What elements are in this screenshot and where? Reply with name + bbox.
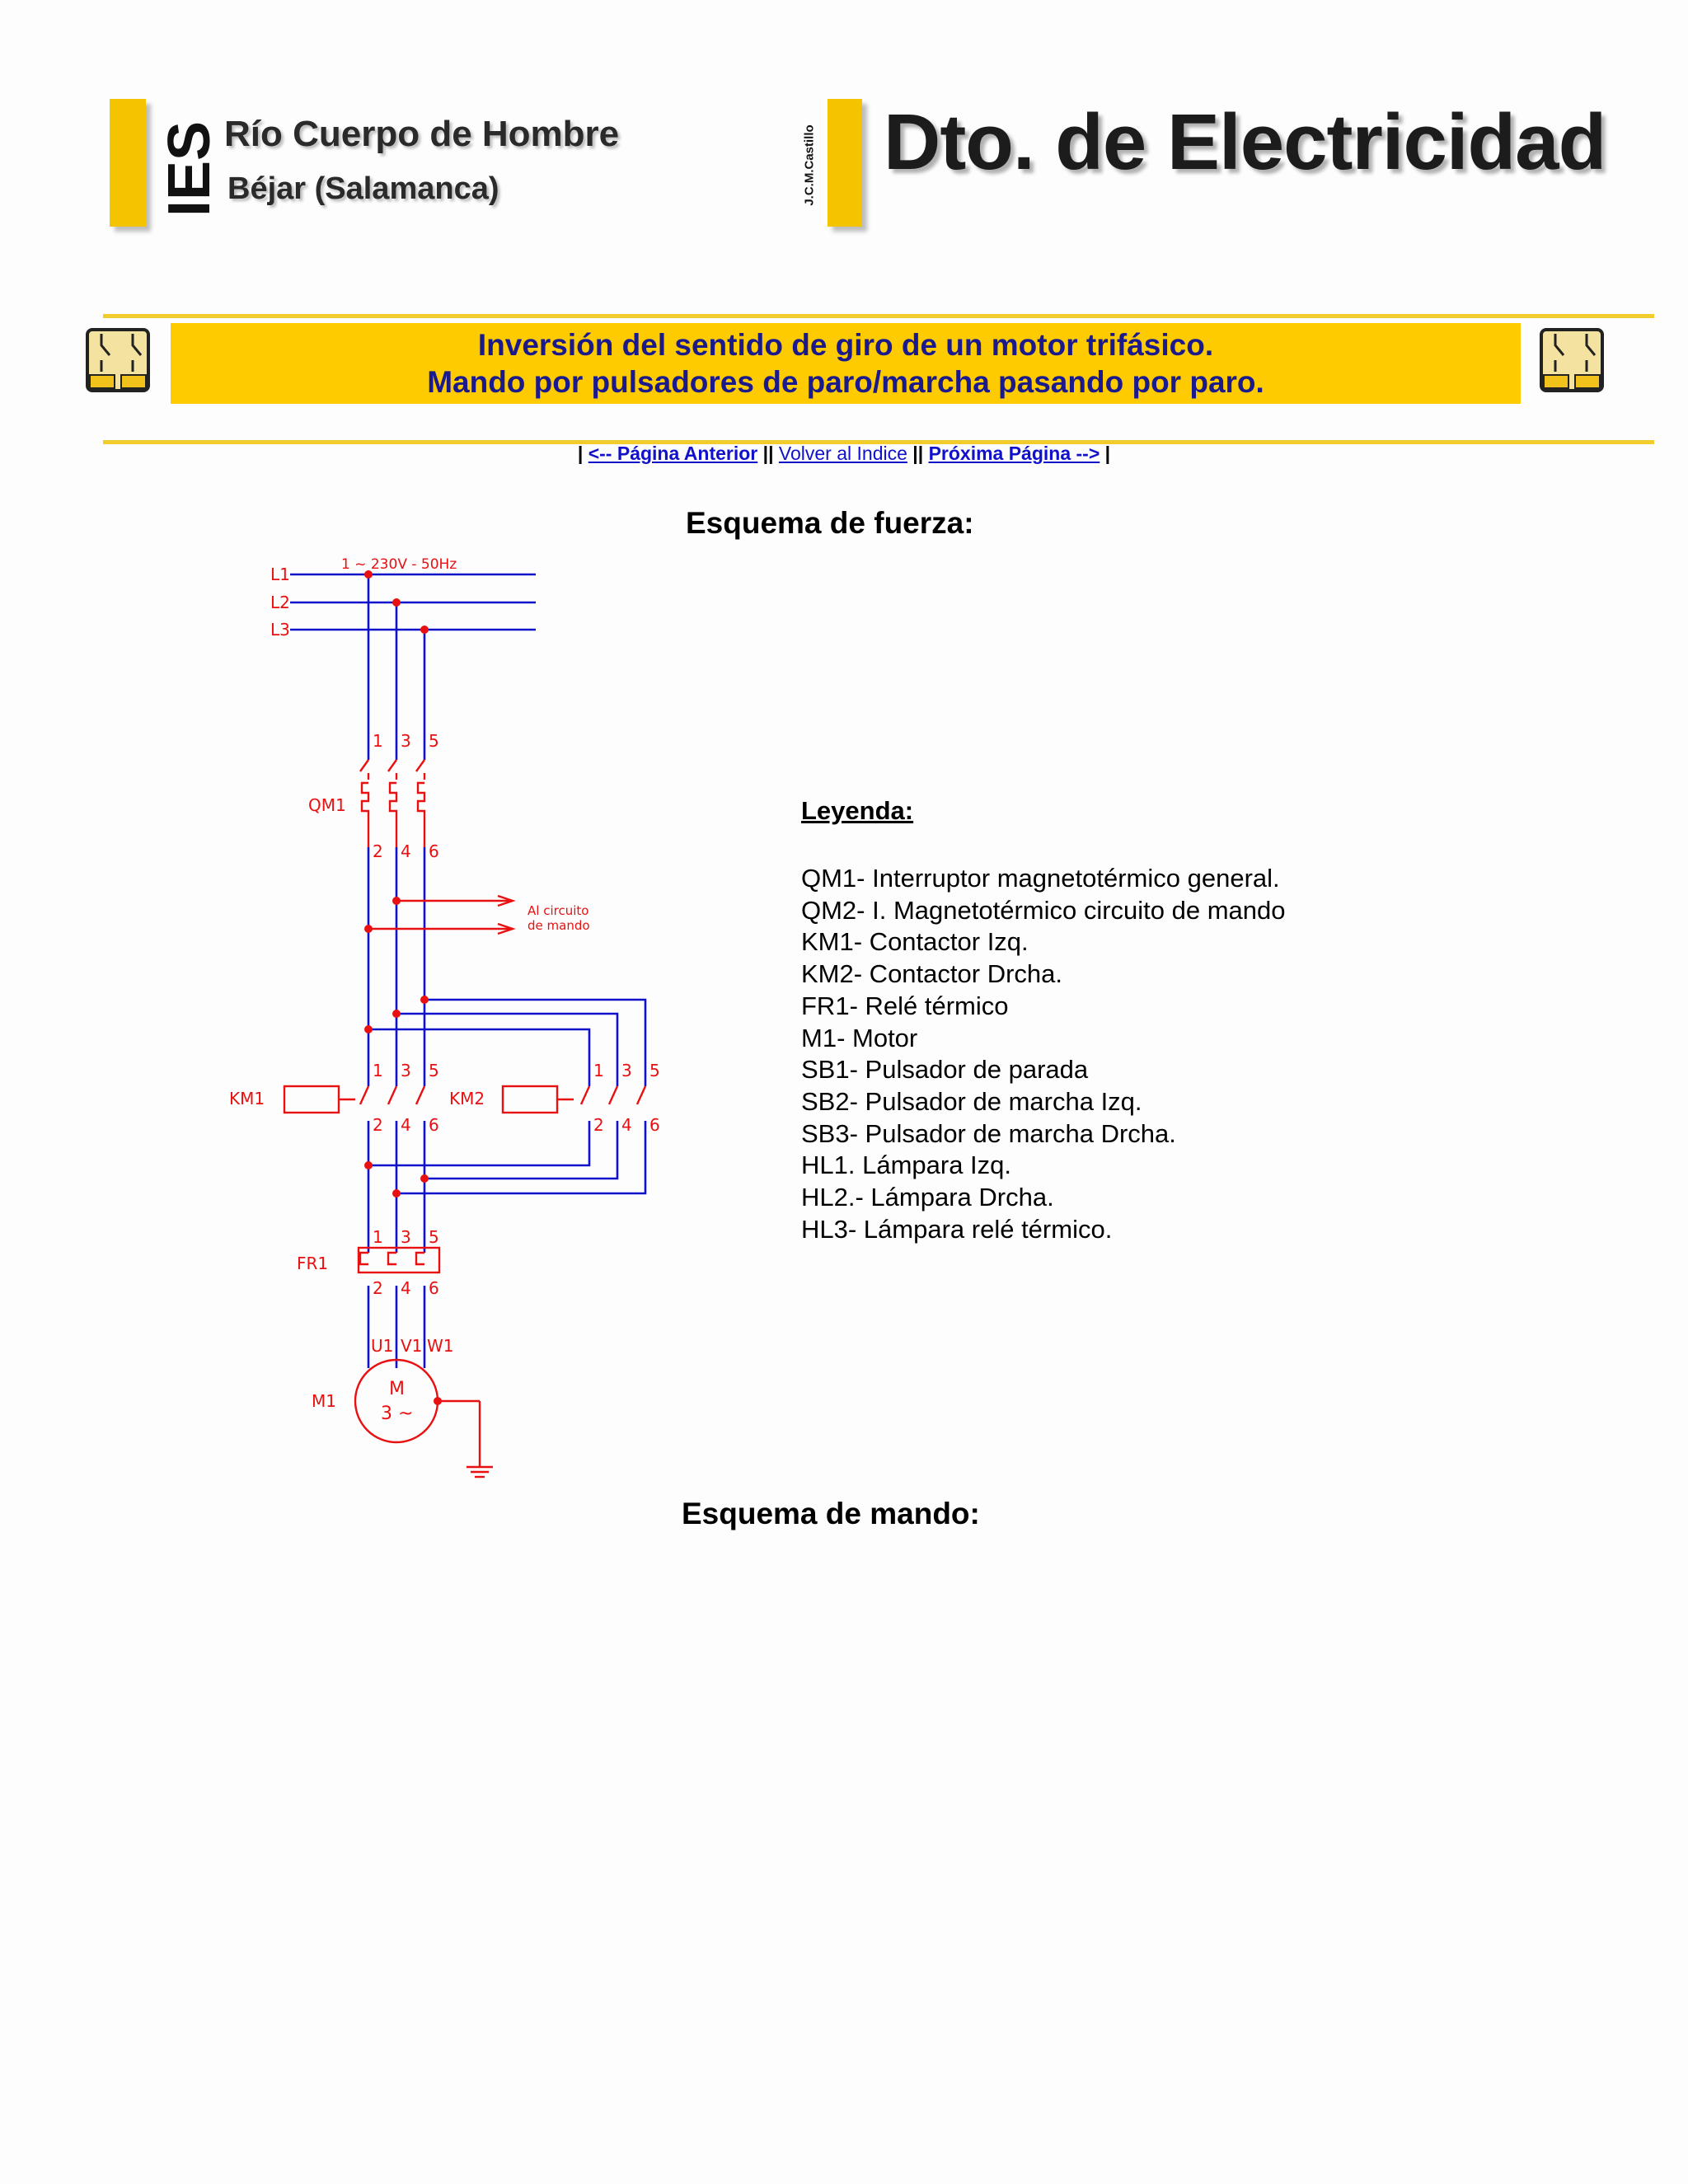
page-title [171,323,1521,404]
qm1-label: QM1 [308,795,346,815]
department-name: Dto. de Electricidad [884,98,1606,186]
km1-terminal-6: 6 [429,1115,439,1135]
qm1-terminal-4: 4 [401,841,411,861]
motor-symbol-m: M [389,1379,405,1399]
fr1-terminal-6: 6 [429,1278,439,1298]
qm1-terminal-3: 3 [401,731,411,751]
legend-item: FR1- Relé térmico [801,991,1009,1020]
line-label-l1: L1 [270,565,290,584]
department-logo-bar [828,99,862,227]
qm1-terminal-2: 2 [373,841,383,861]
fr1-terminal-3: 3 [401,1227,411,1247]
legend-title: Leyenda: [801,796,914,825]
legend-item: M1- Motor [801,1023,918,1052]
km1-label: KM1 [229,1089,265,1108]
qm1-terminal-5: 5 [429,731,439,751]
line-label-l2: L2 [270,593,290,612]
next-page-link[interactable]: Próxima Página --> [928,443,1100,464]
legend-item: HL2.- Lámpara Drcha. [801,1183,1054,1212]
legend-item: HL3- Lámpara relé térmico. [801,1214,1113,1244]
to-control-label-1: Al circuito [528,903,589,918]
legend-item: SB3- Pulsador de marcha Drcha. [801,1118,1176,1148]
to-control-label-2: de mando [528,918,590,933]
legend-item: QM2- I. Magnetotérmico circuito de mando [801,895,1286,925]
qm1-terminal-6: 6 [429,841,439,861]
km2-terminal-5: 5 [649,1061,660,1080]
school-letters: IES [157,120,223,218]
km2-terminal-2: 2 [593,1115,604,1135]
legend-item: KM2- Contactor Drcha. [801,959,1062,989]
fr1-terminal-4: 4 [401,1278,411,1298]
supply-label: 1 ~ 230V - 50Hz [341,556,457,573]
km2-terminal-4: 4 [621,1115,632,1135]
km2-terminal-3: 3 [621,1061,632,1080]
relay-left-icon [85,327,151,393]
km2-label: KM2 [449,1089,485,1108]
author-credit: J.C.M.Castillo [802,124,817,206]
motor-symbol-phase: 3 ~ [381,1404,414,1424]
legend-item: KM1- Contactor Izq. [801,927,1029,957]
km1-terminal-5: 5 [429,1061,439,1080]
school-name: Río Cuerpo de Hombre [224,114,620,154]
legend-item: QM1- Interruptor magnetotérmico general. [801,864,1280,893]
km1-terminal-2: 2 [373,1115,383,1135]
relay-right-icon [1539,327,1605,393]
title-top-rule [103,314,1654,318]
fr1-terminal-2: 2 [373,1278,383,1298]
motor-terminal-w1: W1 [427,1336,454,1356]
previous-page-link[interactable]: <-- Página Anterior [588,443,758,464]
km2-terminal-1: 1 [593,1061,604,1080]
school-logo-bar [110,99,146,227]
motor-terminal-v1: V1 [401,1336,423,1356]
fr1-label: FR1 [297,1254,329,1273]
km2-terminal-6: 6 [649,1115,660,1135]
control-schema-heading: Esquema de mando: [682,1497,980,1530]
power-circuit-diagram [223,544,684,1492]
index-link[interactable]: Volver al Indice [778,443,907,464]
line-label-l3: L3 [270,620,290,640]
page-navigation: | <-- Página Anterior || Volver al Indice || Próxima Página --> | [577,443,1111,464]
legend-list [801,863,1286,1245]
km1-terminal-1: 1 [373,1061,383,1080]
km1-terminal-4: 4 [401,1115,411,1135]
qm1-terminal-1: 1 [373,731,383,751]
km1-terminal-3: 3 [401,1061,411,1080]
m1-label: M1 [312,1391,336,1411]
legend-item: SB2- Pulsador de marcha Izq. [801,1086,1142,1116]
motor-terminal-u1: U1 [371,1336,394,1356]
legend-item: SB1- Pulsador de parada [801,1055,1089,1085]
title-line-2: Mando por pulsadores de paro/marcha pasando por paro. [427,365,1264,399]
fr1-terminal-1: 1 [373,1227,383,1247]
power-schema-heading: Esquema de fuerza: [686,506,974,540]
title-line-1: Inversión del sentido de giro de un motor trifásico. [477,328,1214,362]
legend-item: HL1. Lámpara Izq. [801,1151,1012,1180]
school-town: Béjar (Salamanca) [227,171,499,206]
fr1-terminal-5: 5 [429,1227,439,1247]
